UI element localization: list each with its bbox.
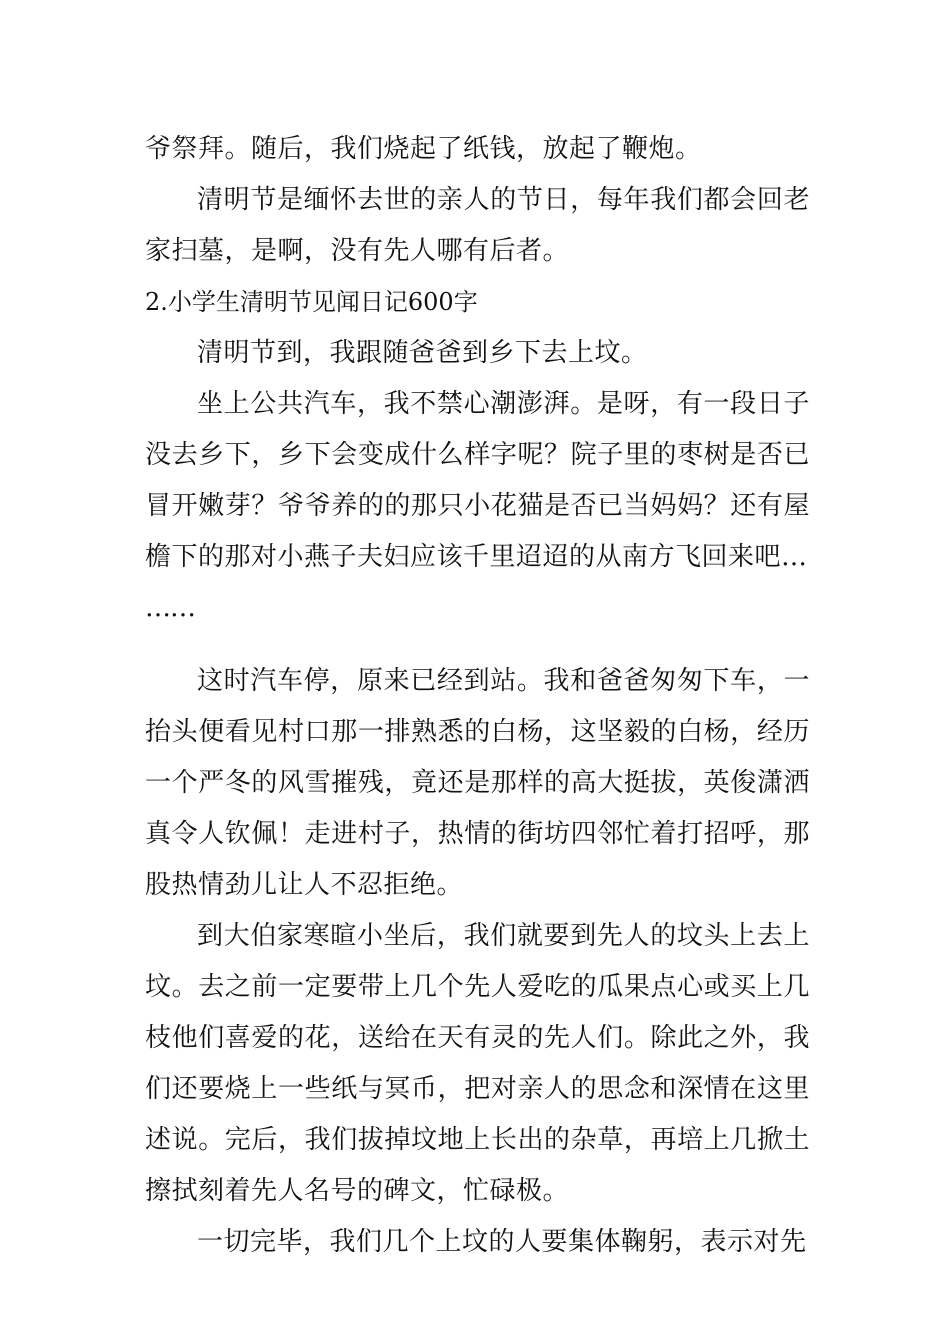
- ellipsis-line: ……: [145, 593, 195, 623]
- paragraph: 一切完毕，我们几个上坟的人要集体鞠躬，表示对先: [197, 1227, 807, 1257]
- paragraph: 这时汽车停，原来已经到站。我和爸爸匆匆下车，一抬头便看见村口那一排熟悉的白杨，这坚毅的白杨，经历一个严冬的风雪摧残，竟还是那样的高大挺拔，英俊潇洒真令人钦佩！走进村子，热情的街坊四邻忙着打招呼，那股热情劲儿让人不忍拒绝。: [145, 666, 810, 900]
- paragraph: 清明节到，我跟随爸爸到乡下去上坟。: [197, 338, 648, 368]
- paragraph: 到大伯家寒暄小坐后，我们就要到先人的坟头上去上坟。去之前一定要带上几个先人爱吃的瓜果点心或买上几枝他们喜爱的花，送给在天有灵的先人们。除此之外，我们还要烧上一些纸与冥币，把对亲人的思念和深情在这里述说。完后，我们拔掉坟地上长出的杂草，再培上几掀土擦拭刻着先人名号的碑文，忙碌极。: [145, 921, 810, 1206]
- paragraph: 坐上公共汽车，我不禁心潮澎湃。是呀，有一段日子没去乡下，乡下会变成什么样字呢？院子里的枣树是否已冒开嫩芽？爷爷养的的那只小花猫是否已当妈妈？还有屋檐下的那对小燕子夫妇应该千里迢迢的从南方飞回来吧…: [145, 389, 810, 572]
- document-body: [145, 124, 810, 1268]
- paragraph: 清明节是缅怀去世的亲人的节日，每年我们都会回老家扫墓，是啊，没有先人哪有后者。: [145, 185, 810, 266]
- paragraph-continuation: 爷祭拜。随后，我们烧起了纸钱，放起了鞭炮。: [145, 134, 702, 164]
- section-heading: 2.小学生清明节见闻日记600字: [145, 288, 478, 316]
